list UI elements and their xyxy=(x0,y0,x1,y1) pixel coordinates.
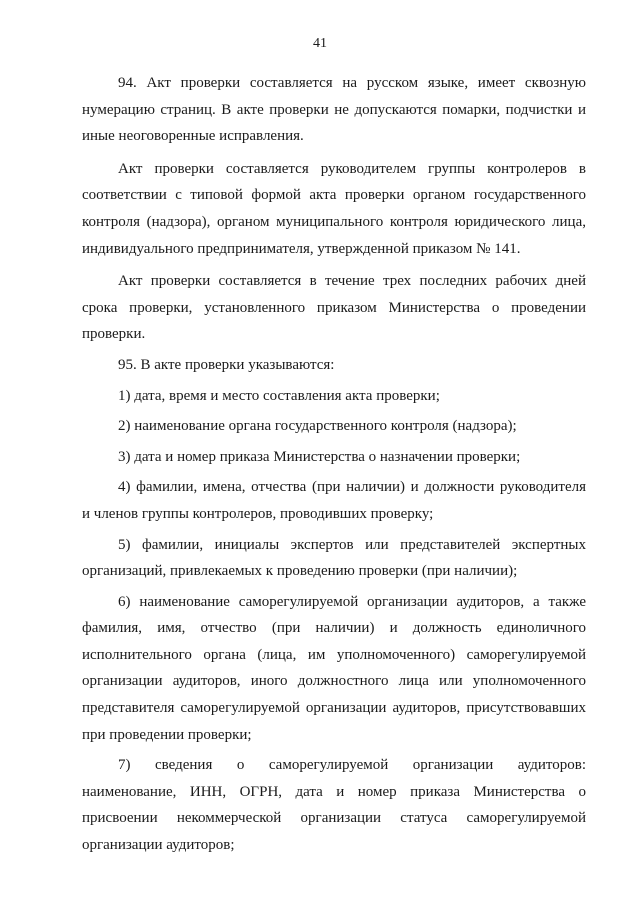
paragraph-95-heading xyxy=(82,352,586,379)
list-item-5 xyxy=(82,532,586,585)
document-body xyxy=(82,70,586,859)
paragraph-94-author xyxy=(82,156,586,262)
text-line: наименование, ИНН, ОГРН, дата и номер приказа Министерства о xyxy=(82,783,586,800)
list-item-1 xyxy=(82,383,586,410)
list-item-7 xyxy=(82,752,586,858)
text-line: Акт проверки составляется руководителем группы контролеров в xyxy=(118,160,586,177)
list-item-2 xyxy=(82,413,586,440)
text-line: проверки. xyxy=(82,326,146,343)
text-line: 7) сведения о саморегулируемой организации аудиторов: xyxy=(118,757,586,774)
text-line: представителя саморегулируемой организации аудиторов, присутствовавших xyxy=(82,700,586,717)
text-line: организации аудиторов, иного должностного лица или уполномоченного xyxy=(82,673,586,690)
text-line: 95. В акте проверки указываются: xyxy=(118,356,335,373)
text-line: 2) наименование органа государственного контроля (надзора); xyxy=(118,418,517,435)
text-line: соответствии с типовой формой акта проверки органом государственного xyxy=(82,187,586,204)
text-line: 3) дата и номер приказа Министерства о назначении проверки; xyxy=(118,448,521,465)
text-line: 1) дата, время и место составления акта проверки; xyxy=(118,387,440,404)
text-line: нумерацию страниц. В акте проверки не допускаются помарки, подчистки и xyxy=(82,101,586,118)
text-line: иные неоговоренные исправления. xyxy=(82,128,304,145)
text-line: контроля (надзора), органом муниципального контроля юридического лица, xyxy=(82,213,586,230)
list-item-6 xyxy=(82,589,586,749)
text-line: индивидуального предпринимателя, утвержденной приказом № 141. xyxy=(82,240,521,257)
text-line: и членов группы контролеров, проводивших проверку; xyxy=(82,505,434,522)
text-line: исполнительного органа (лица, им уполномоченного) саморегулируемой xyxy=(82,646,586,663)
text-line: срока проверки, установленного приказом Министерства о проведении xyxy=(82,299,586,316)
text-line: при проведении проверки; xyxy=(82,726,252,743)
list-item-4 xyxy=(82,474,586,527)
text-line: 4) фамилии, имена, отчества (при наличии) и должности руководителя xyxy=(118,479,586,496)
page-number: 41 xyxy=(313,36,327,51)
paragraph-94-intro xyxy=(82,70,586,150)
list-item-3 xyxy=(82,444,586,471)
text-line: 94. Акт проверки составляется на русском языке, имеет сквозную xyxy=(118,75,586,91)
paragraph-94-timing xyxy=(82,268,586,348)
text-line: 5) фамилии, инициалы экспертов или представителей экспертных xyxy=(118,536,586,553)
text-line: 6) наименование саморегулируемой организации аудиторов, а также xyxy=(118,593,586,610)
text-line: организации аудиторов; xyxy=(82,837,235,854)
text-line: организаций, привлекаемых к проведению проверки (при наличии); xyxy=(82,563,518,580)
text-line: фамилия, имя, отчество (при наличии) и должность единоличного xyxy=(82,620,586,637)
text-line: Акт проверки составляется в течение трех последних рабочих дней xyxy=(118,273,586,290)
text-line: присвоении некоммерческой организации статуса саморегулируемой xyxy=(82,810,586,827)
